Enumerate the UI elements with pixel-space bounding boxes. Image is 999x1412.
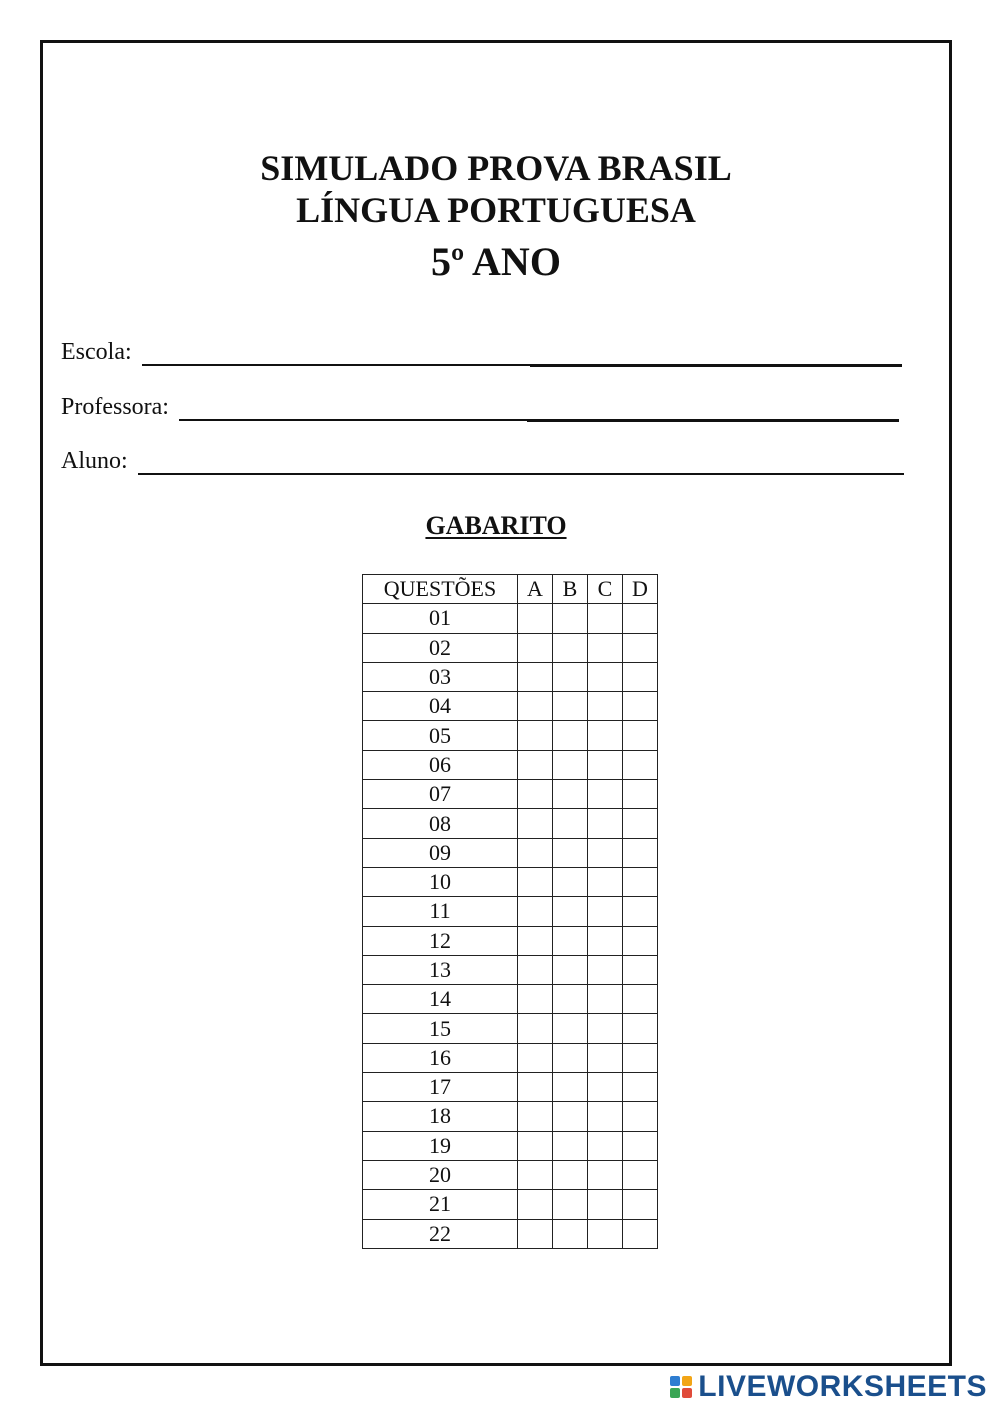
answer-cell-b[interactable] xyxy=(553,1073,588,1102)
table-row xyxy=(363,1160,658,1189)
answer-cell-a[interactable] xyxy=(518,1190,553,1219)
question-number: 07 xyxy=(363,780,518,809)
liveworksheets-logo xyxy=(670,1370,987,1404)
answer-cell-d[interactable] xyxy=(623,780,658,809)
answer-cell-a[interactable] xyxy=(518,692,553,721)
answer-cell-c[interactable] xyxy=(588,1219,623,1248)
answer-cell-a[interactable] xyxy=(518,1102,553,1131)
table-row xyxy=(363,1131,658,1160)
answer-cell-c[interactable] xyxy=(588,867,623,896)
answer-key-header-row xyxy=(363,575,658,604)
question-number: 20 xyxy=(363,1160,518,1189)
answer-cell-d[interactable] xyxy=(623,985,658,1014)
question-number: 02 xyxy=(363,633,518,662)
table-row xyxy=(363,750,658,779)
question-number: 14 xyxy=(363,985,518,1014)
question-number: 19 xyxy=(363,1131,518,1160)
answer-cell-a[interactable] xyxy=(518,604,553,633)
answer-cell-b[interactable] xyxy=(553,692,588,721)
question-number: 15 xyxy=(363,1014,518,1043)
answer-cell-a[interactable] xyxy=(518,1219,553,1248)
answer-cell-d[interactable] xyxy=(623,1102,658,1131)
table-row xyxy=(363,1102,658,1131)
answer-cell-a[interactable] xyxy=(518,1043,553,1072)
table-row xyxy=(363,692,658,721)
answer-cell-b[interactable] xyxy=(553,838,588,867)
option-d-header: D xyxy=(623,575,658,604)
question-number: 21 xyxy=(363,1190,518,1219)
answer-cell-b[interactable] xyxy=(553,867,588,896)
answer-cell-d[interactable] xyxy=(623,633,658,662)
answer-cell-c[interactable] xyxy=(588,955,623,984)
aluno-field xyxy=(61,448,904,475)
answer-cell-b[interactable] xyxy=(553,1160,588,1189)
answer-cell-b[interactable] xyxy=(553,662,588,691)
answer-cell-d[interactable] xyxy=(623,1131,658,1160)
answer-cell-b[interactable] xyxy=(553,985,588,1014)
answer-cell-d[interactable] xyxy=(623,897,658,926)
answer-cell-a[interactable] xyxy=(518,926,553,955)
answer-cell-b[interactable] xyxy=(553,1043,588,1072)
answer-cell-c[interactable] xyxy=(588,1043,623,1072)
table-row xyxy=(363,1190,658,1219)
answer-cell-a[interactable] xyxy=(518,780,553,809)
answer-cell-d[interactable] xyxy=(623,692,658,721)
answer-cell-a[interactable] xyxy=(518,1073,553,1102)
answer-cell-a[interactable] xyxy=(518,897,553,926)
question-number: 04 xyxy=(363,692,518,721)
answer-cell-b[interactable] xyxy=(553,955,588,984)
table-row xyxy=(363,662,658,691)
answer-cell-c[interactable] xyxy=(588,1073,623,1102)
table-row xyxy=(363,955,658,984)
answer-cell-a[interactable] xyxy=(518,633,553,662)
answer-cell-d[interactable] xyxy=(623,1190,658,1219)
question-number: 18 xyxy=(363,1102,518,1131)
answer-cell-c[interactable] xyxy=(588,1190,623,1219)
answer-cell-c[interactable] xyxy=(588,1131,623,1160)
answer-cell-a[interactable] xyxy=(518,809,553,838)
liveworksheets-icon xyxy=(670,1376,692,1398)
answer-cell-c[interactable] xyxy=(588,838,623,867)
answer-cell-d[interactable] xyxy=(623,1043,658,1072)
table-row xyxy=(363,633,658,662)
question-number: 09 xyxy=(363,838,518,867)
answer-cell-c[interactable] xyxy=(588,897,623,926)
question-number: 11 xyxy=(363,897,518,926)
option-c-header: C xyxy=(588,575,623,604)
answer-cell-b[interactable] xyxy=(553,1131,588,1160)
answer-cell-b[interactable] xyxy=(553,750,588,779)
table-row xyxy=(363,780,658,809)
question-number: 17 xyxy=(363,1073,518,1102)
escola-input-line[interactable] xyxy=(142,344,902,366)
table-row xyxy=(363,1014,658,1043)
question-number: 03 xyxy=(363,662,518,691)
answer-cell-d[interactable] xyxy=(623,1219,658,1248)
answer-cell-a[interactable] xyxy=(518,1160,553,1189)
answer-cell-a[interactable] xyxy=(518,1131,553,1160)
title-line-1: SIMULADO PROVA BRASIL xyxy=(260,148,732,188)
answer-cell-c[interactable] xyxy=(588,721,623,750)
answer-cell-a[interactable] xyxy=(518,721,553,750)
liveworksheets-wordmark: LIVEWORKSHEETS xyxy=(698,1370,987,1403)
aluno-input-line[interactable] xyxy=(138,453,904,475)
page-frame xyxy=(40,40,952,1366)
answer-cell-a[interactable] xyxy=(518,1014,553,1043)
answer-cell-c[interactable] xyxy=(588,985,623,1014)
answer-cell-a[interactable] xyxy=(518,955,553,984)
answer-cell-b[interactable] xyxy=(553,604,588,633)
question-number: 12 xyxy=(363,926,518,955)
answer-cell-c[interactable] xyxy=(588,1160,623,1189)
question-number: 13 xyxy=(363,955,518,984)
answer-cell-c[interactable] xyxy=(588,1102,623,1131)
answer-cell-b[interactable] xyxy=(553,633,588,662)
answer-cell-d[interactable] xyxy=(623,809,658,838)
title-line-3: 5º ANO xyxy=(431,239,561,284)
table-row xyxy=(363,1043,658,1072)
table-row xyxy=(363,604,658,633)
question-number: 10 xyxy=(363,867,518,896)
question-number: 08 xyxy=(363,809,518,838)
answer-key-table xyxy=(362,574,658,1249)
table-row xyxy=(363,721,658,750)
answer-cell-b[interactable] xyxy=(553,809,588,838)
answer-cell-d[interactable] xyxy=(623,604,658,633)
answer-cell-d[interactable] xyxy=(623,1160,658,1189)
option-a-header: A xyxy=(518,575,553,604)
answer-cell-c[interactable] xyxy=(588,604,623,633)
question-number: 06 xyxy=(363,750,518,779)
answer-cell-a[interactable] xyxy=(518,985,553,1014)
answer-cell-c[interactable] xyxy=(588,809,623,838)
answer-cell-b[interactable] xyxy=(553,1102,588,1131)
aluno-label: Aluno: xyxy=(61,448,128,474)
answer-cell-b[interactable] xyxy=(553,1190,588,1219)
question-number: 01 xyxy=(363,604,518,633)
professora-input-line[interactable] xyxy=(179,399,899,421)
answer-cell-c[interactable] xyxy=(588,1014,623,1043)
questions-column-header: QUESTÕES xyxy=(363,575,518,604)
answer-cell-a[interactable] xyxy=(518,750,553,779)
answer-cell-d[interactable] xyxy=(623,867,658,896)
answer-cell-d[interactable] xyxy=(623,750,658,779)
answer-cell-c[interactable] xyxy=(588,926,623,955)
question-number: 22 xyxy=(363,1219,518,1248)
answer-cell-a[interactable] xyxy=(518,662,553,691)
table-row xyxy=(363,897,658,926)
escola-label: Escola: xyxy=(61,339,132,365)
escola-field xyxy=(61,339,902,366)
answer-cell-d[interactable] xyxy=(623,1014,658,1043)
table-row xyxy=(363,1073,658,1102)
table-row xyxy=(363,867,658,896)
title-line-2: LÍNGUA PORTUGUESA xyxy=(296,190,696,230)
answer-cell-d[interactable] xyxy=(623,1073,658,1102)
answer-cell-c[interactable] xyxy=(588,633,623,662)
answer-cell-d[interactable] xyxy=(623,662,658,691)
professora-label: Professora: xyxy=(61,394,169,420)
answer-cell-c[interactable] xyxy=(588,692,623,721)
answer-cell-a[interactable] xyxy=(518,867,553,896)
table-row xyxy=(363,985,658,1014)
answer-cell-d[interactable] xyxy=(623,721,658,750)
answer-cell-b[interactable] xyxy=(553,926,588,955)
answer-cell-a[interactable] xyxy=(518,838,553,867)
table-row xyxy=(363,1219,658,1248)
answer-cell-b[interactable] xyxy=(553,780,588,809)
answer-key-heading: GABARITO xyxy=(425,511,567,540)
professora-field xyxy=(61,394,899,421)
option-b-header: B xyxy=(553,575,588,604)
answer-cell-b[interactable] xyxy=(553,1014,588,1043)
question-number: 05 xyxy=(363,721,518,750)
table-row xyxy=(363,926,658,955)
answer-cell-d[interactable] xyxy=(623,955,658,984)
answer-cell-d[interactable] xyxy=(623,926,658,955)
answer-cell-d[interactable] xyxy=(623,838,658,867)
answer-cell-c[interactable] xyxy=(588,780,623,809)
question-number: 16 xyxy=(363,1043,518,1072)
answer-cell-c[interactable] xyxy=(588,662,623,691)
answer-cell-b[interactable] xyxy=(553,1219,588,1248)
table-row xyxy=(363,838,658,867)
answer-cell-b[interactable] xyxy=(553,897,588,926)
answer-cell-c[interactable] xyxy=(588,750,623,779)
table-row xyxy=(363,809,658,838)
answer-cell-b[interactable] xyxy=(553,721,588,750)
